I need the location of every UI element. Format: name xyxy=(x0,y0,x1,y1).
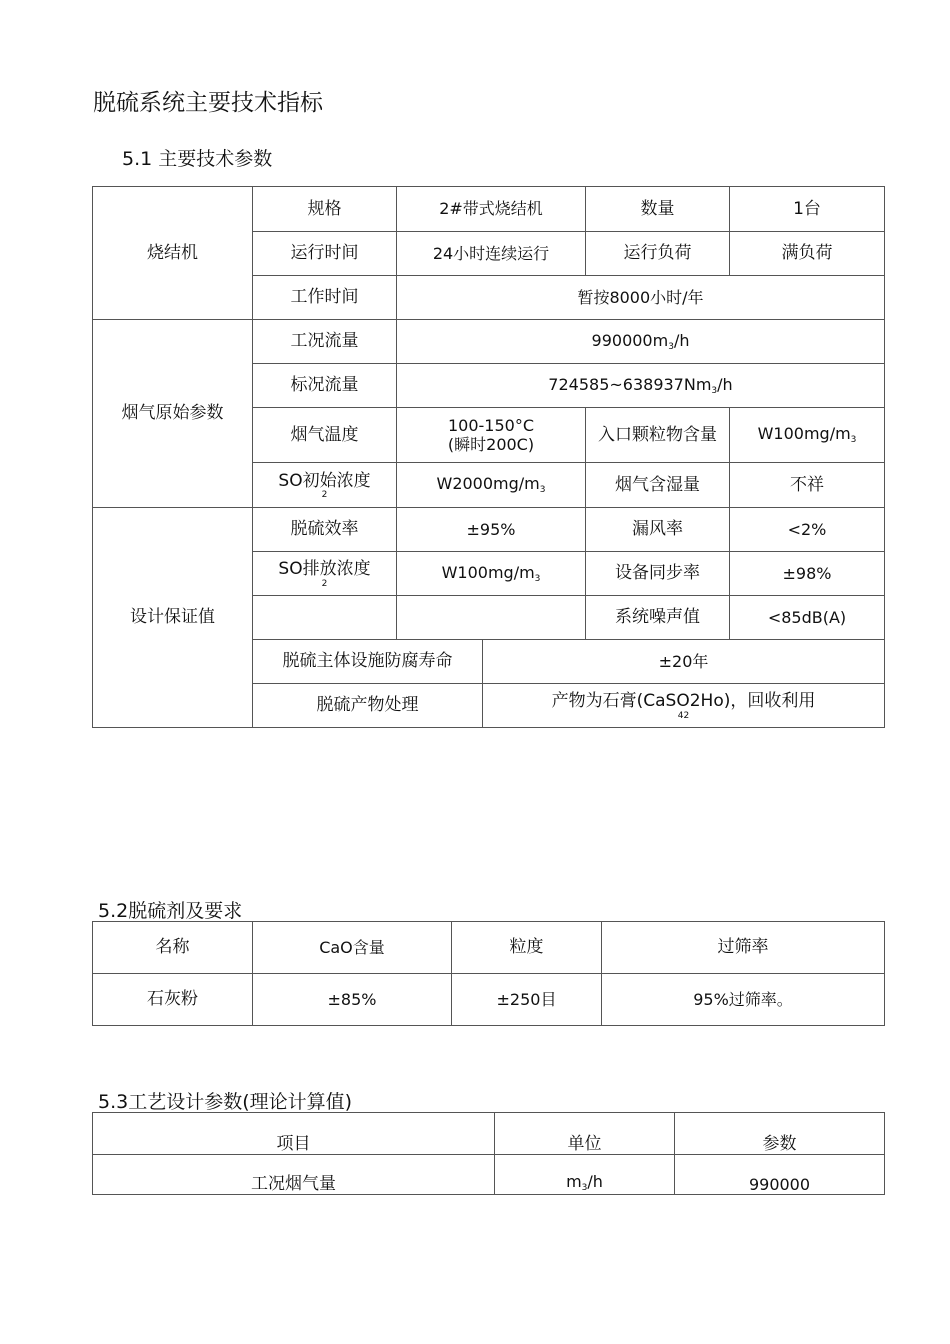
cell-empty xyxy=(397,596,586,640)
cell-label: SO初始浓度 2 xyxy=(253,463,397,508)
cell-label: 脱硫主体设施防腐寿命 xyxy=(253,640,483,684)
header-cell: 项目 xyxy=(93,1113,495,1155)
table-cell: 石灰粉 xyxy=(93,974,253,1026)
table-cell: 95%过筛率。 xyxy=(602,974,885,1026)
cell-label: 烟气温度 xyxy=(253,408,397,463)
header-cell: 过筛率 xyxy=(602,922,885,974)
table-cell: ±85% xyxy=(253,974,452,1026)
header-cell: 名称 xyxy=(93,922,253,974)
cell-label: 标况流量 xyxy=(253,364,397,408)
cell-label: 规格 xyxy=(253,187,397,232)
section-heading-5-3: 5.3工艺设计参数(理论计算值) xyxy=(98,1091,353,1113)
cell-label: 工作时间 xyxy=(253,276,397,320)
cell-value: <2% xyxy=(730,508,885,552)
cell-value: ±20年 xyxy=(483,640,885,684)
cell-empty xyxy=(253,596,397,640)
cell-label: 入口颗粒物含量 xyxy=(586,408,730,463)
cell-label: 漏风率 xyxy=(586,508,730,552)
table-cell: $m_3/h$ xyxy=(495,1155,675,1195)
cell-value: $W100mg/m_3$ xyxy=(397,552,586,596)
cell-value: $W100mg/m_3$ xyxy=(730,408,885,463)
cell-value: 不祥 xyxy=(730,463,885,508)
cell-label: 脱硫产物处理 xyxy=(253,684,483,728)
process-parameters-table xyxy=(92,1112,885,1195)
cell-value: ±95% xyxy=(397,508,586,552)
cell-label: 运行时间 xyxy=(253,232,397,276)
header-cell: 粒度 xyxy=(452,922,602,974)
cell-label: 系统噪声值 xyxy=(586,596,730,640)
cell-value: 产物为石膏(CaSO2Ho)，回收利用 42 xyxy=(483,684,885,728)
table-cell: 工况烟气量 xyxy=(93,1155,495,1195)
group-flue-gas: 烟气原始参数 xyxy=(93,320,253,508)
cell-value: 1台 xyxy=(730,187,885,232)
desulfurizer-table xyxy=(92,921,885,1026)
section-heading-5-2: 5.2脱硫剂及要求 xyxy=(98,900,243,922)
table-cell: ±250目 xyxy=(452,974,602,1026)
group-design-guarantee: 设计保证值 xyxy=(93,508,253,728)
cell-label: SO排放浓度 2 xyxy=(253,552,397,596)
cell-value: 2#带式烧结机 xyxy=(397,187,586,232)
page-title: 脱硫系统主要技术指标 xyxy=(93,90,323,116)
header-cell: CaO含量 xyxy=(253,922,452,974)
cell-label: 数量 xyxy=(586,187,730,232)
cell-value: $W2000mg/m_3$ xyxy=(397,463,586,508)
cell-value: 暂按8000小时/年 xyxy=(397,276,885,320)
cell-value: ±98% xyxy=(730,552,885,596)
cell-value: 100-150°C (瞬时200C) xyxy=(397,408,586,463)
cell-value: 满负荷 xyxy=(730,232,885,276)
section-heading-5-1: 5.1 主要技术参数 xyxy=(122,148,273,170)
cell-label: 脱硫效率 xyxy=(253,508,397,552)
header-cell: 参数 xyxy=(675,1113,885,1155)
cell-value: $724585\sim 638937Nm_3/h$ xyxy=(397,364,885,408)
main-parameters-table xyxy=(92,186,885,728)
cell-label: 烟气含湿量 xyxy=(586,463,730,508)
cell-value: $990000m_3/h$ xyxy=(397,320,885,364)
cell-label: 设备同步率 xyxy=(586,552,730,596)
table-cell: 990000 xyxy=(675,1155,885,1195)
group-sinter: 烧结机 xyxy=(93,187,253,320)
header-cell: 单位 xyxy=(495,1113,675,1155)
cell-value: 24小时连续运行 xyxy=(397,232,586,276)
cell-label: 运行负荷 xyxy=(586,232,730,276)
cell-label: 工况流量 xyxy=(253,320,397,364)
cell-value: <85dB(A) xyxy=(730,596,885,640)
